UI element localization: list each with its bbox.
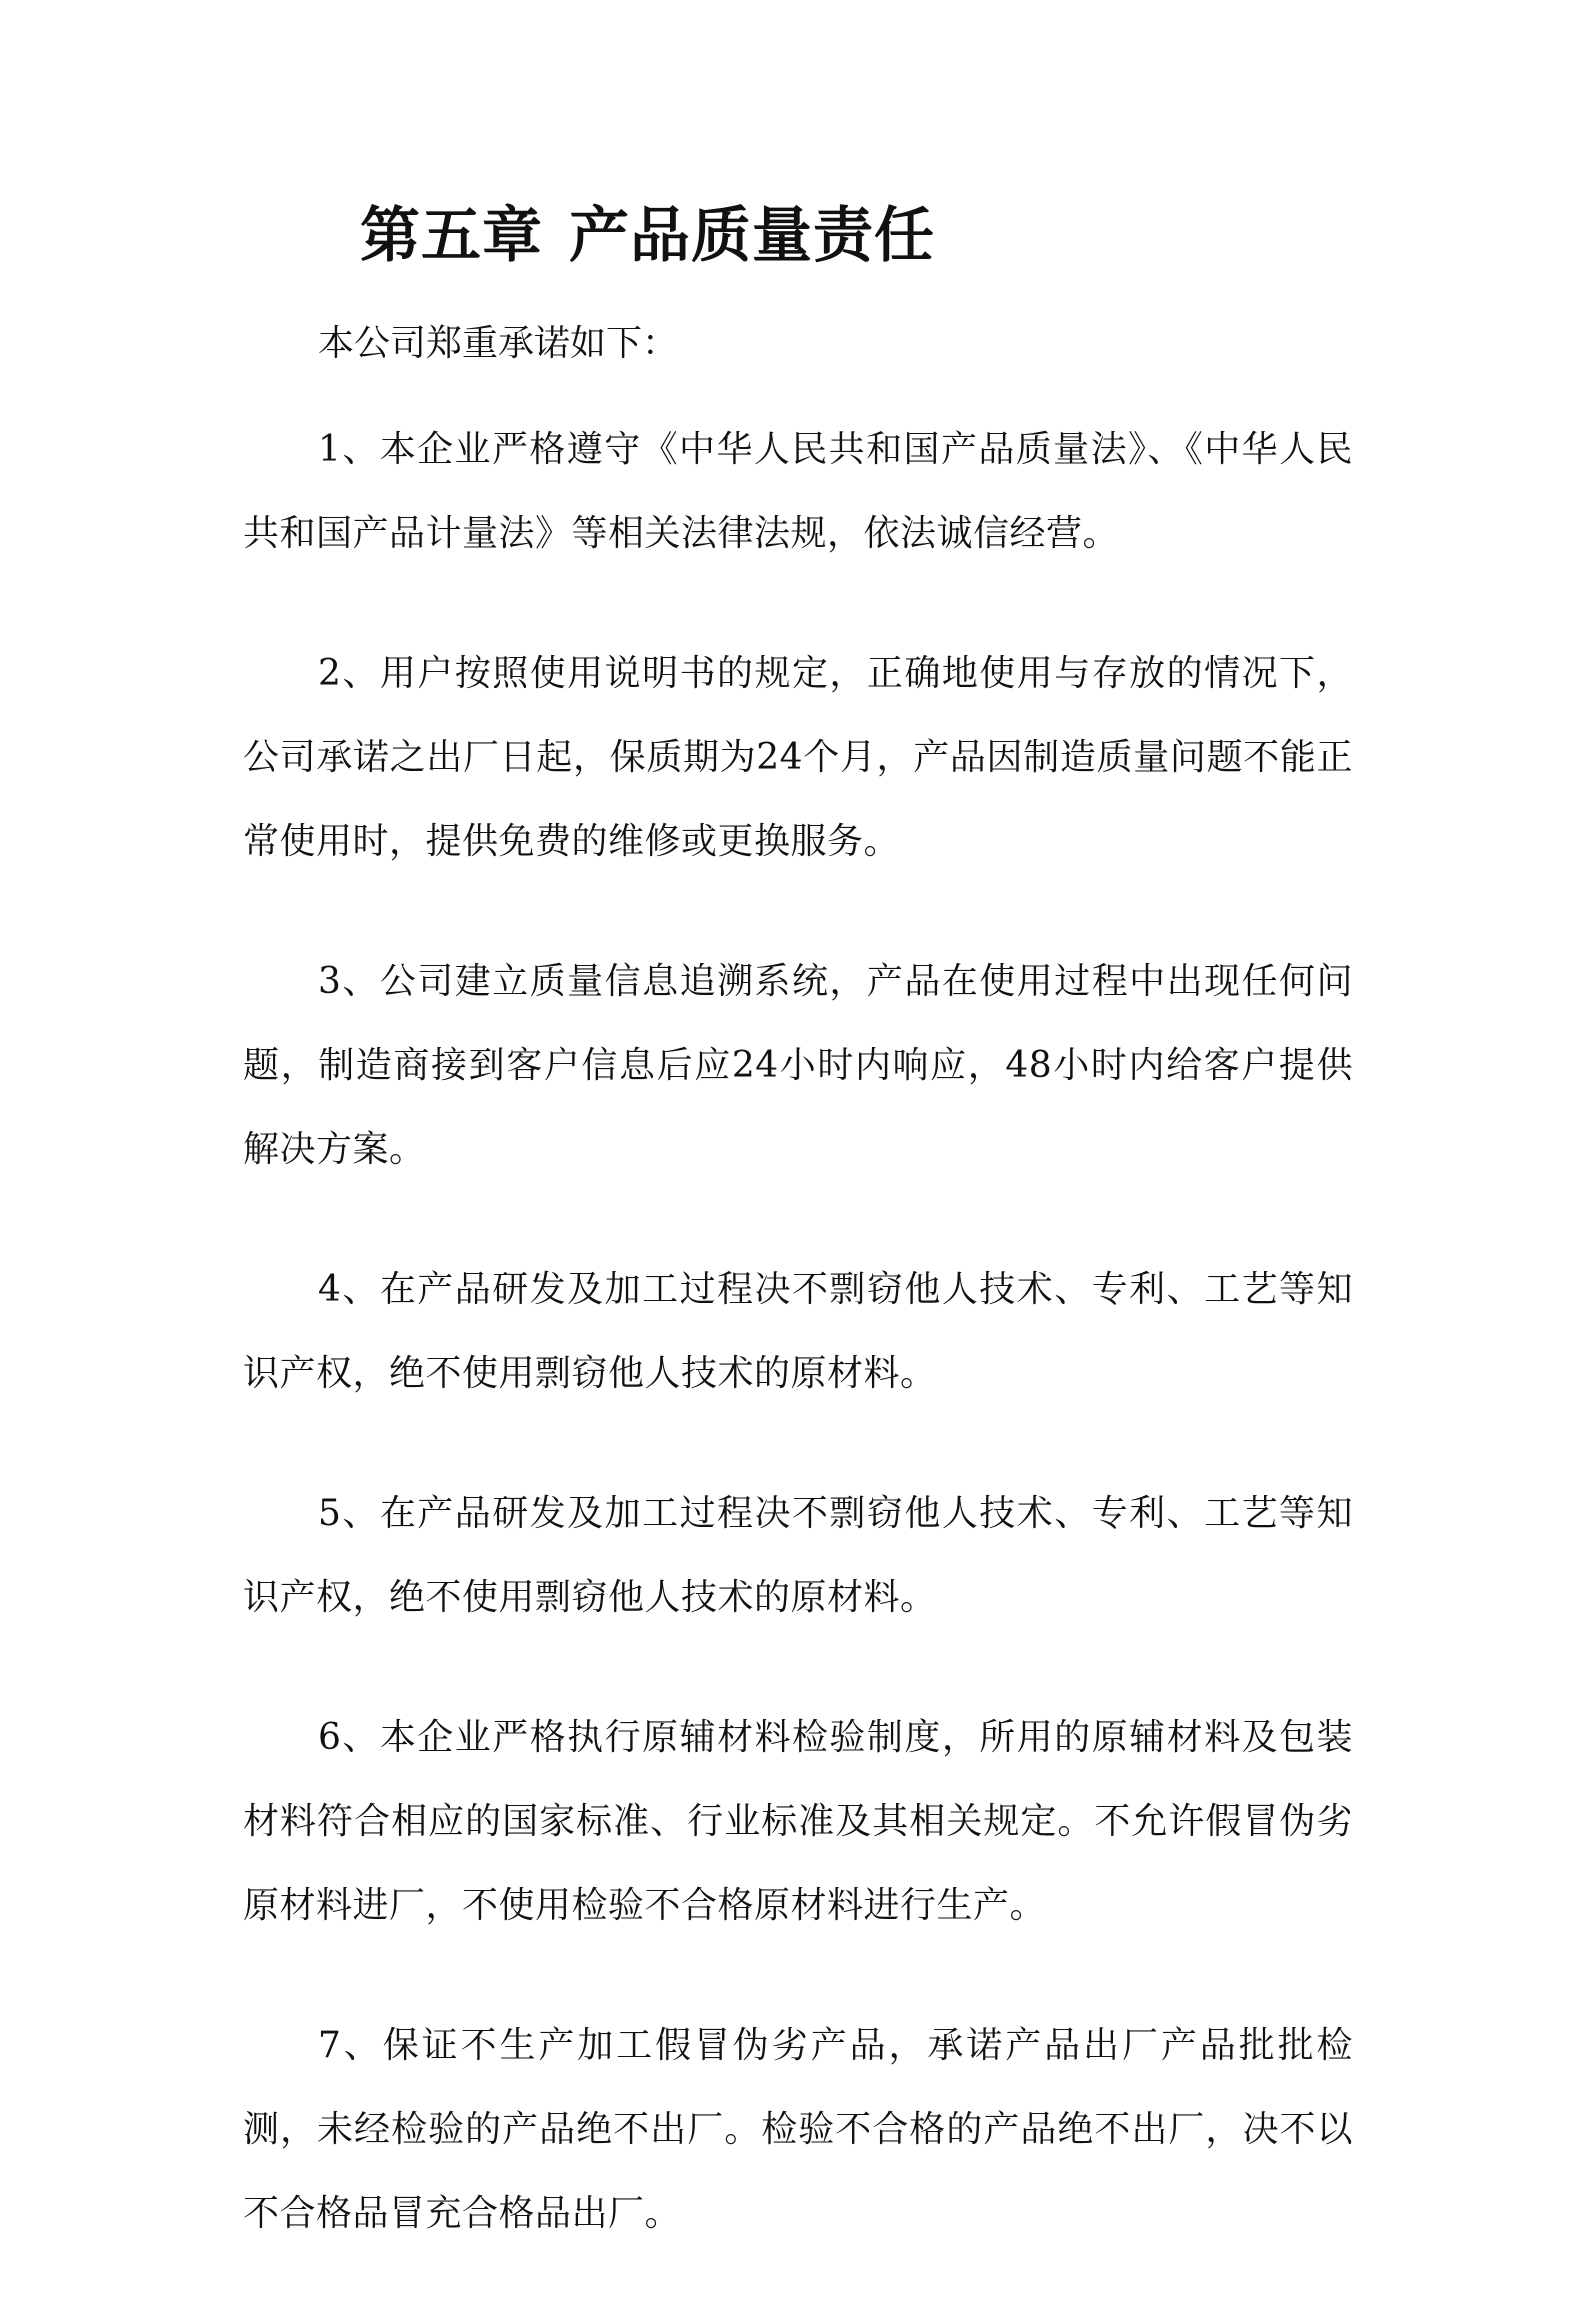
commitment-clause-2: 2、用户按照使用说明书的规定，正确地使用与存放的情况下，公司承诺之出厂日起，保质期为24个月，产品因制造质量问题不能正常使用时，提供免费的维修或更换服务。 (243, 653, 1353, 862)
chapter-number: 第五章 (360, 201, 543, 271)
commitment-clause-5: 5、在产品研发及加工过程决不剽窃他人技术、专利、工艺等知识产权，绝不使用剽窃他人技术的原材料。 (243, 1493, 1353, 1618)
intro-paragraph: 本公司郑重承诺如下： (318, 323, 679, 364)
commitment-clause-3: 3、公司建立质量信息追溯系统，产品在使用过程中出现任何问题，制造商接到客户信息后应24小时内响应，48小时内给客户提供解决方案。 (243, 961, 1353, 1170)
commitment-clause-6: 6、本企业严格执行原辅材料检验制度，所用的原辅材料及包装材料符合相应的国家标准、行业标准及其相关规定。不允许假冒伪劣原材料进厂，不使用检验不合格原材料进行生产。 (243, 1717, 1353, 1926)
commitment-clause-4: 4、在产品研发及加工过程决不剽窃他人技术、专利、工艺等知识产权，绝不使用剽窃他人技术的原材料。 (243, 1269, 1353, 1394)
commitment-list (243, 408, 1353, 2312)
chapter-title (360, 196, 935, 276)
commitment-clause-7: 7、保证不生产加工假冒伪劣产品，承诺产品出厂产品批批检测，未经检验的产品绝不出厂。检验不合格的产品绝不出厂，决不以不合格品冒充合格品出厂。 (243, 2025, 1353, 2234)
commitment-clause-1: 1、本企业严格遵守《中华人民共和国产品质量法》、《中华人民共和国产品计量法》等相关法律法规，依法诚信经营。 (243, 429, 1353, 554)
chapter-heading: 产品质量责任 (569, 201, 935, 271)
